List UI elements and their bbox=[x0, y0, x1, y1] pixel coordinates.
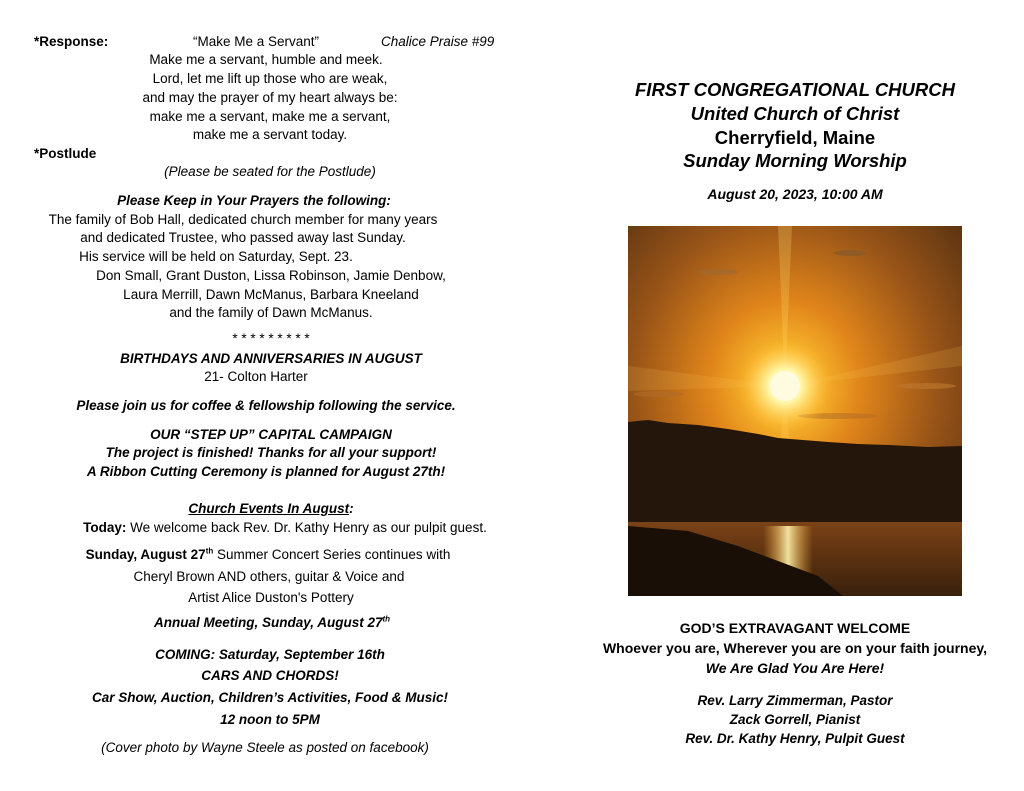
sunday-label: Sunday, August 27 bbox=[85, 547, 206, 562]
lyric-line: Lord, let me lift up those who are weak, bbox=[152, 71, 388, 86]
church-location: Cherryfield, Maine bbox=[714, 127, 876, 148]
event-time: 12 noon to 5PM bbox=[220, 712, 320, 727]
events-heading-colon: : bbox=[349, 501, 354, 516]
lyric-line: make me a servant, make me a servant, bbox=[149, 109, 391, 124]
events-heading bbox=[188, 500, 353, 518]
sun bbox=[770, 371, 800, 401]
cloud bbox=[698, 269, 738, 275]
coffee-note: Please join us for coffee & fellowship following the service. bbox=[76, 398, 456, 413]
church-name: FIRST CONGREGATIONAL CHURCH bbox=[635, 79, 955, 100]
postlude-label: *Postlude bbox=[34, 146, 97, 161]
prayer-line: Laura Merrill, Dawn McManus, Barbara Kneeland bbox=[123, 287, 419, 302]
cloud bbox=[896, 383, 956, 389]
annual-meeting bbox=[154, 614, 390, 632]
concert-line: Artist Alice Duston's Pottery bbox=[188, 590, 354, 605]
postlude-note: (Please be seated for the Postlude) bbox=[164, 164, 376, 179]
today-label: Today: bbox=[83, 520, 127, 535]
campaign-line: The project is finished! Thanks for all your support! bbox=[105, 445, 437, 460]
coming-event: COMING: Saturday, September 16th bbox=[155, 647, 385, 662]
response-label: *Response: bbox=[34, 34, 109, 49]
annual-meeting-sup: th bbox=[382, 614, 391, 624]
birthday-entry: 21- Colton Harter bbox=[204, 369, 308, 384]
lyric-line: make me a servant today. bbox=[192, 127, 348, 142]
prayer-line: and dedicated Trustee, who passed away last Sunday. bbox=[80, 230, 406, 245]
sunset-image bbox=[628, 226, 962, 596]
lyric-line: Make me a servant, humble and meek. bbox=[149, 52, 383, 67]
stars-divider: * * * * * * * * * bbox=[232, 331, 310, 346]
service-title: Sunday Morning Worship bbox=[683, 150, 907, 171]
prayer-line: The family of Bob Hall, dedicated church member for many years bbox=[48, 212, 438, 227]
prayers-heading: Please Keep in Your Prayers the following: bbox=[117, 193, 391, 208]
prayer-line: His service will be held on Saturday, Sept. 23. bbox=[79, 249, 353, 264]
today-text: We welcome back Rev. Dr. Kathy Henry as our pulpit guest. bbox=[126, 520, 487, 535]
service-date: August 20, 2023, 10:00 AM bbox=[707, 186, 883, 202]
prayer-line: and the family of Dawn McManus. bbox=[169, 305, 373, 320]
cover-photo-sunset bbox=[628, 226, 962, 596]
staff-pastor: Rev. Larry Zimmerman, Pastor bbox=[697, 693, 893, 708]
campaign-heading: OUR “STEP UP” CAPITAL CAMPAIGN bbox=[150, 427, 392, 442]
staff-pulpit-guest: Rev. Dr. Kathy Henry, Pulpit Guest bbox=[685, 731, 905, 746]
welcome-heading: GOD’S EXTRAVAGANT WELCOME bbox=[679, 620, 911, 636]
response-title: “Make Me a Servant” bbox=[193, 34, 320, 49]
cloud bbox=[834, 250, 866, 256]
denomination: United Church of Christ bbox=[690, 103, 900, 124]
campaign-line: A Ribbon Cutting Ceremony is planned for August 27th! bbox=[86, 464, 446, 479]
staff-pianist: Zack Gorrell, Pianist bbox=[729, 712, 861, 727]
sunday-text: Summer Concert Series continues with bbox=[213, 547, 451, 562]
response-hymnal: Chalice Praise #99 bbox=[381, 34, 495, 49]
photo-credit: (Cover photo by Wayne Steele as posted on facebook) bbox=[101, 740, 429, 755]
sunday-sup: th bbox=[205, 546, 214, 556]
birthdays-heading: BIRTHDAYS AND ANNIVERSARIES IN AUGUST bbox=[120, 351, 422, 366]
lyric-line: and may the prayer of my heart always be: bbox=[142, 90, 398, 105]
event-today bbox=[83, 519, 487, 537]
welcome-glad: We Are Glad You Are Here! bbox=[705, 660, 885, 676]
events-heading-text: Church Events In August bbox=[188, 501, 350, 516]
welcome-line: Whoever you are, Wherever you are on your faith journey, bbox=[602, 640, 988, 656]
cloud bbox=[633, 391, 683, 397]
event-sunday bbox=[86, 546, 451, 564]
annual-meeting-text: Annual Meeting, Sunday, August 27 bbox=[153, 615, 383, 630]
cars-and-chords: CARS AND CHORDS! bbox=[201, 668, 339, 683]
car-show-details: Car Show, Auction, Children’s Activities, Food & Music! bbox=[91, 690, 449, 705]
prayer-line: Don Small, Grant Duston, Lissa Robinson, Jamie Denbow, bbox=[96, 268, 446, 283]
concert-line: Cheryl Brown AND others, guitar & Voice and bbox=[133, 569, 405, 584]
